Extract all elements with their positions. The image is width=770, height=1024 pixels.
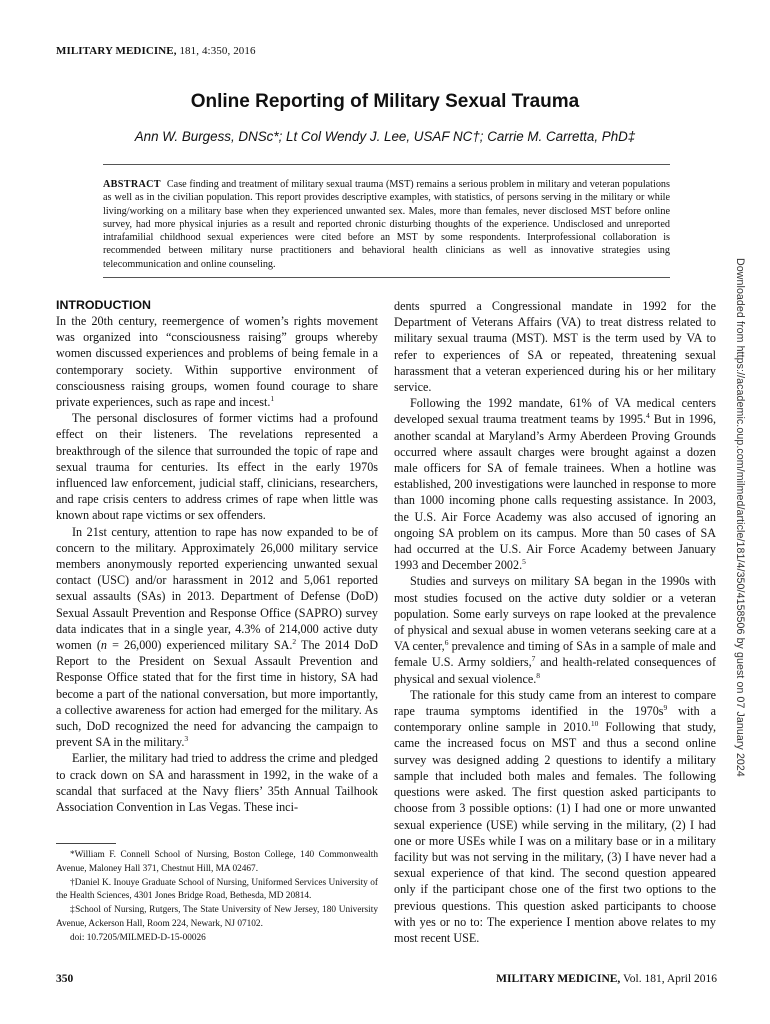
doi: doi: 10.7205/MILMED-D-15-00026 — [70, 932, 206, 943]
footnote-affiliation-3: ‡School of Nursing, Rutgers, The State University of New Jersey, 180 University Avenue, Ackerson Hall, Room 224, Newark, NJ 07102. — [56, 905, 378, 929]
intro-paragraph-4: Earlier, the military had tried to address the crime and pledged to crack down on SA and harassment in 1992, in the wake of a scandal that surfaced at the Navy fliers’ 35th Annual Tailhook Association Convention in Las Vegas. These inci- — [56, 751, 378, 815]
intro-paragraph-1-text: In the 20th century, reemergence of women’s rights movement was organized into “consciousness raising” groups whereby women discussed experiences and problems of being female in a contemporary society. Within supportive environment of consciousness raising groups, women found courage to share private experiences, such as rape and incest. — [56, 314, 378, 410]
citation-ref: 8 — [536, 670, 541, 680]
right-paragraph-2-text-a: Following the 1992 mandate, 61% of VA medical centers developed sexual trauma treatment teams by 1995. — [394, 396, 716, 427]
running-head — [56, 45, 256, 57]
abstract — [103, 178, 670, 271]
abstract-label: ABSTRACT — [103, 179, 161, 190]
right-paragraph-2-text-b: But in 1996, another scandal at Maryland’s Army Aberdeen Proving Grounds occurred where assault charges were brought against a dozen male officers for SA of female trainees. When a hotline was established, 200 investigations were launched in response to more than 1000 incoming phone calls requesting assistance. In 2003, the U.S. Air Force Academy was also accused of ignoring an ongoing SA problem on its campus. More than 50 cases of SA had occurred at the U.S. Air Force Academy between January 1993 and December 2002. — [394, 412, 716, 573]
citation-ref: 10 — [590, 719, 599, 729]
right-column — [394, 298, 716, 946]
running-head-journal: MILITARY MEDICINE, — [56, 45, 177, 57]
right-paragraph-4-text-c: Following that study, came the increased focus on MST and thus a second online survey was designed adding 2 questions to identify a military sample that included both males and females. The following questions were asked. The first question asked participants to choose from 3 possible options: (1) I had one or more unwanted sexual experience (USE) while serving in the military, (2) I had one or more USEs while I was on a military base or in a military facility but was not serving in the military, (3) I have never had a sexual experience of that kind. The second question appeared only if the participant chose one of the first two options to the previous questions. This question asked participants to choose with yes or no to: The experience I mention above relates to my most recent USE. — [394, 720, 716, 945]
footnote-affiliation-1: *William F. Connell School of Nursing, Boston College, 140 Commonwealth Avenue, Maloney Hall 371, Chestnut Hill, MA 02467. — [56, 850, 378, 874]
author-list: Ann W. Burgess, DNSc*; Lt Col Wendy J. Lee, USAF NC†; Carrie M. Carretta, PhD‡ — [134, 129, 636, 144]
footer-journal-info — [496, 973, 717, 985]
page-number: 350 — [56, 973, 74, 985]
citation-ref: 3 — [184, 734, 189, 744]
section-heading-introduction: INTRODUCTION — [56, 298, 151, 312]
article-title: Online Reporting of Military Sexual Trauma — [190, 91, 580, 112]
footnote-affiliation-2: †Daniel K. Inouye Graduate School of Nursing, Uniformed Services University of the Health Sciences, 4301 Jones Bridge Road, Bethesda, MD 20814. — [56, 877, 378, 902]
intro-paragraph-3 — [56, 524, 378, 751]
right-paragraph-3-text-a: Studies and surveys on military SA began in the 1990s with most studies focused on the active duty soldier or a veteran population. Some early surveys on rape looked at the prevalence of physical and sexual abuse in women veterans seeking care at a VA center, — [394, 574, 716, 654]
right-paragraph-3-text-b: prevalence and timing of SAs in a sample of male and female U.S. Army soldiers, — [394, 639, 716, 670]
footer-issue: Vol. 181, April 2016 — [620, 973, 717, 985]
citation-ref: 9 — [663, 703, 668, 713]
footnote-rule — [56, 843, 116, 844]
intro-paragraph-3-text-a: In 21st century, attention to rape has now expanded to be of concern to the military. Approximately 26,000 military service members anonymously reported experiencing unwanted sexual contact (USC) and/or harassment in 2012 and 5,061 reported sexual assaults (SAs) in 2013. Department of Defense (DoD) Sexual Assault Prevention and Response Office (SAPRO) survey data indicates that in a single year, 4.3% of 214,000 active duty women ( — [56, 524, 378, 653]
citation-ref: 1 — [270, 394, 275, 404]
right-paragraph-4-text-b: with a contemporary online sample in 2010. — [394, 704, 716, 735]
right-paragraph-3 — [394, 573, 716, 686]
italic-n: n — [100, 638, 107, 653]
intro-paragraph-2: The personal disclosures of former victims had a profound effect on their listeners. The revelations represented a breakthrough of the silence that surrounded the topic of rape and sexual trauma for centuries. Its effect in the early 1970s influenced law enforcement, judicial staff, clinicians, researchers, and rape crisis centers to address crimes of rape when little was known about rape victims or sex offenders. — [56, 411, 378, 523]
footnotes — [56, 849, 378, 946]
left-column — [56, 297, 378, 815]
right-paragraph-2 — [394, 395, 716, 573]
footer-journal: MILITARY MEDICINE, — [496, 973, 621, 985]
abstract-top-rule — [103, 164, 670, 165]
intro-paragraph-3-text-c: The 2014 DoD Report to the President on Sexual Assault Prevention and Response Office stated that for the first time in history, SA had become a part of the national conversation, but more importantly, a collective awareness for action had emerged for the military. As such, DoD recognized the need for advancing the campaign to prevent SA in the military. — [56, 638, 378, 750]
citation-ref: 4 — [646, 411, 650, 421]
running-head-citation: 181, 4:350, 2016 — [176, 45, 256, 57]
intro-paragraph-3-text-b: = 26,000) experienced military SA. — [106, 638, 293, 653]
abstract-text: Case finding and treatment of military sexual trauma (MST) remains a serious problem in military and veteran populations as well as in the civilian population. This report provides descriptive examples, with statistics, of persons serving in the military or while living/working on a military base when they experienced unwanted sex. Males, more than females, never disclosed MST before online survey, had more physical injuries as a result and reported chronic disturbing thoughts of the experience. Undisclosed and unreported intrafamilial childhood sexual experiences were cited before an MST by some respondents. Interprofessional collaboration is recommended between military nurse practitioners and behavioral health clinicians as well as innovative strategies using telecommunication and online counseling. — [103, 179, 670, 270]
citation-ref: 2 — [292, 637, 297, 647]
citation-ref: 5 — [522, 557, 526, 567]
citation-ref: 6 — [444, 638, 449, 648]
citation-ref: 7 — [531, 654, 536, 664]
right-paragraph-1: dents spurred a Congressional mandate in 1992 for the Department of Veterans Affairs (VA) to treat distress related to military sexual trauma (MST). MST is the term used by VA to refer to experiences of SA or repeated, threatening sexual harassment that a veteran experienced during his or her military service. — [394, 299, 716, 395]
right-paragraph-4 — [394, 687, 716, 946]
abstract-bottom-rule — [103, 277, 670, 278]
right-paragraph-4-text-a: The rationale for this study came from an interest to compare rape trauma symptoms identified in the 1970s — [394, 687, 716, 719]
download-watermark: Downloaded from https://academic.oup.com/milmed/article/181/4/350/4158506 by guest on 07 January 2024 — [734, 258, 746, 777]
right-paragraph-3-text-c: and health-related consequences of physical and sexual violence. — [394, 655, 716, 686]
intro-paragraph-1 — [56, 313, 378, 410]
